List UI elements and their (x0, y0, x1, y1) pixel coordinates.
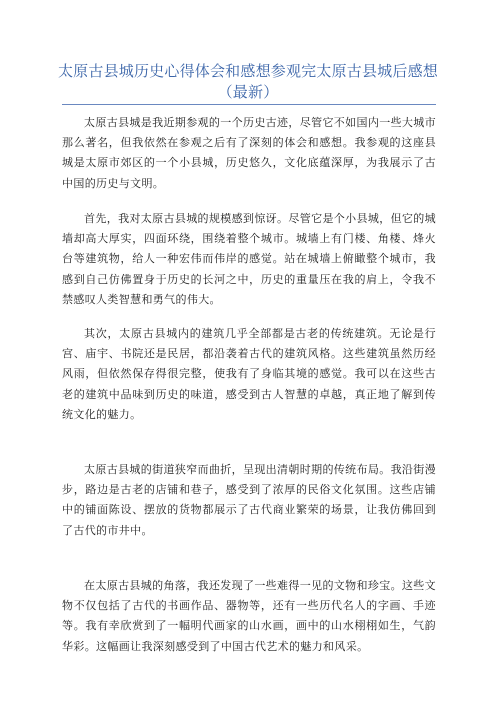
body-paragraph-1: 太原古县城是我近期参观的一个历史古迹，尽管它不如国内一些大城市那么著名，但我依然在参观之后有了深刻的体会和感想。我参观的这座县城是太原市郊区的一个小县城，历史悠久，文化底蕴深厚，为我展示了古中国的历史与文明。 (62, 116, 436, 190)
body-paragraph-3: 其次，太原古县城内的建筑几乎全部都是古老的传统建筑。无论是行宫、庙宇、书院还是民居，都沿袭着古代的建筑风格。这些建筑虽然历经风雨，但依然保存得很完整，使我有了身临其境的感觉。我可以在这些古老的建筑中品味到历史的味道，感受到古人智慧的卓越，真正地了解到传统文化的魅力。 (62, 327, 436, 421)
body-paragraph-5: 在太原古县城的角落，我还发现了一些难得一见的文物和珍宝。这些文物不仅包括了古代的书画作品、器物等，还有一些历代名人的字画、手迹等。我有幸欣赏到了一幅明代画家的山水画，画中的山水栩栩如生，气韵华彩。这幅画让我深刻感受到了中国古代艺术的魅力和风采。 (62, 579, 436, 653)
body-paragraph-2: 首先，我对太原古县城的规模感到惊讶。尽管它是个小县城，但它的城墙却高大厚实，四面环绕，围绕着整个城市。城墙上有门楼、角楼、烽火台等建筑物，给人一种宏伟而伟岸的感觉。站在城墙上俯瞰整个城市，我感到自己仿佛置身于历史的长河之中，历史的重量压在我的肩上，令我不禁感叹人类智慧和勇气的伟大。 (62, 212, 436, 306)
body-paragraph-4: 太原古县城的街道狭窄而曲折，呈现出清朝时期的传统布局。我沿街漫步，路边是古老的店铺和巷子，感受到了浓厚的民俗文化氛围。这些店铺中的铺面陈设、摆放的货物都展示了古代商业繁荣的场景，让我仿佛回到了古代的市井中。 (62, 463, 436, 537)
document-title: 太原古县城历史心得体会和感想参观完太原古县城后感想（最新） (57, 62, 438, 101)
title-underline-divider (62, 104, 436, 105)
